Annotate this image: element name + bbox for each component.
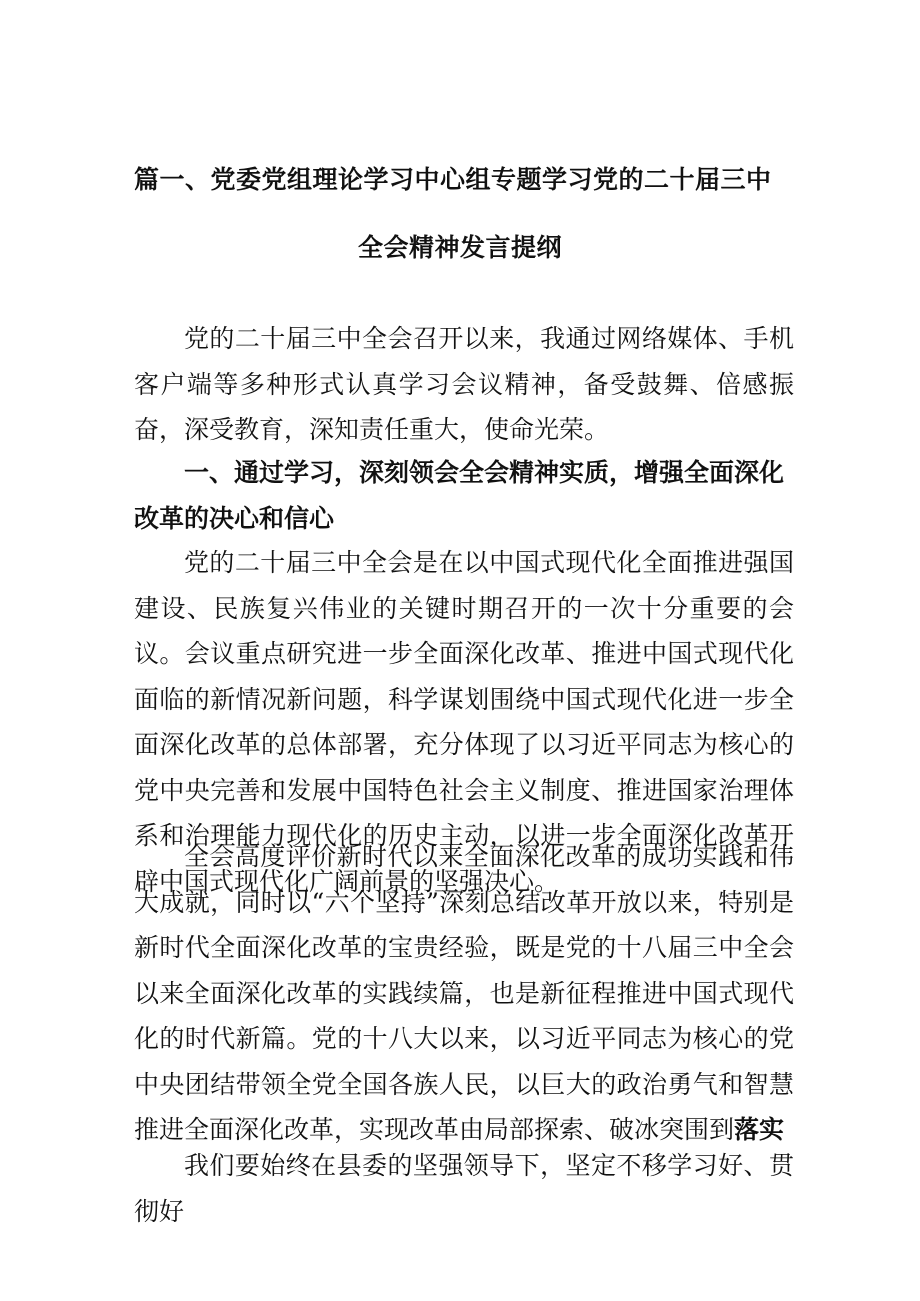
body-paragraph-1: 党的二十届三中全会是在以中国式现代化全面推进强国建设、民族复兴伟业的关键时期召开的一次十分重要的会议。会议重点研究进一步全面深化改革、推进中国式现代化面临的新情况新问题，科学谋划围绕中国式现代化进一步全面深化改革的总体部署，充分体现了以习近平同志为核心的党中央完善和发展中国特色社会主义制度、推进国家治理体系和治理能力现代化的历史主动，以进一步全面深化改革开辟中国式现代化广阔前景的坚强决心。 [134,548,794,896]
body-paragraph-2 [134,834,794,1153]
body-paragraph-2-text: 全会高度评价新时代以来全面深化改革的成功实践和伟大成就，同时以“六个坚持”深刻总结改革开放以来，特别是新时代全面深化改革的宝贵经验，既是党的十八届三中全会以来全面深化改革的实践续篇，也是新征程推进中国式现代化的时代新篇。党的十八大以来，以习近平同志为核心的党中央团结带领全党全国各族人民，以巨大的政治勇气和智慧推进全面深化改革，实现改革由局部探索、破冰突围到 [134,842,794,1144]
intro-paragraph: 党的二十届三中全会召开以来，我通过网络媒体、手机客户端等多种形式认真学习会议精神，备受鼓舞、倍感振奋，深受教育，深知责任重大，使命光荣。 [134,324,794,444]
section-heading-1: 一、通过学习，深刻领会全会精神实质，增强全面深化改革的决心和信心 [134,458,785,533]
body-paragraph-3: 我们要始终在县委的坚强领导下，坚定不移学习好、贯彻好 [134,1151,794,1226]
document-title-line-1: 篇一、党委党组理论学习中心组专题学习党的二十届三中 [134,165,772,194]
body-paragraph-2-emphasis: 落实 [734,1115,785,1144]
document-title-line-2: 全会精神发言提纲 [357,233,562,262]
